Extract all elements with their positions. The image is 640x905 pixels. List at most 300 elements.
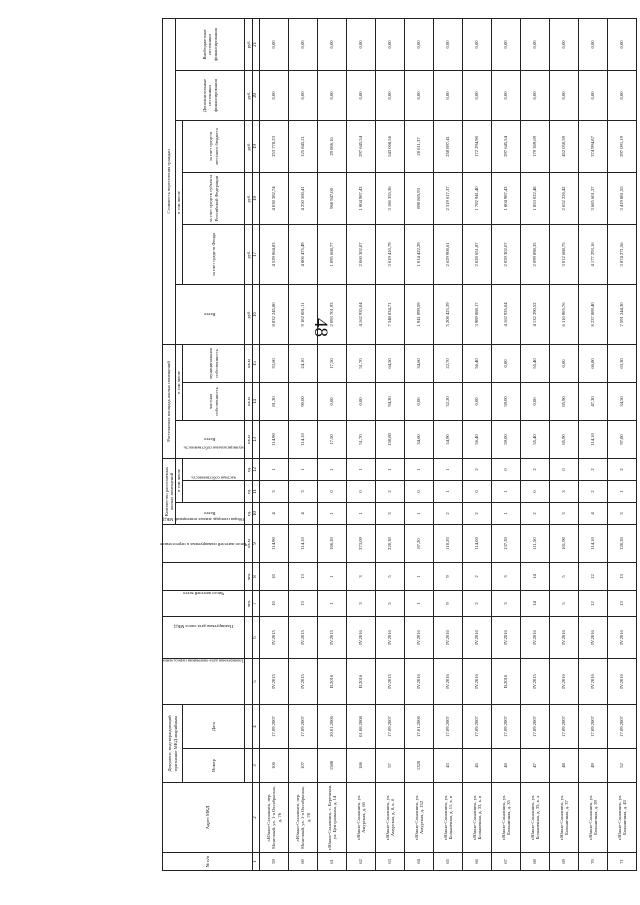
- extra-cell: 0,00: [579, 18, 608, 70]
- col-number: 6: [252, 616, 259, 658]
- doc-number-cell: 46: [492, 749, 521, 783]
- cost-total-cell: 5 208 425,39: [434, 284, 463, 344]
- additional-cell: 0,00: [347, 70, 376, 120]
- table-row: [434, 18, 463, 870]
- rooms-total-cell: 1: [347, 502, 376, 524]
- extra-cell: 0,00: [376, 18, 405, 70]
- rooms-total-cell: 4: [289, 502, 318, 524]
- demolition-cell: IV.2016: [434, 616, 463, 658]
- header-area-private: частная собственность: [183, 382, 245, 420]
- table-row: [521, 18, 550, 870]
- doc-date-cell: 01.08.2008: [347, 704, 376, 748]
- doc-date-cell: 17.09.2007: [521, 704, 550, 748]
- cost-total-cell: 1 941 899,59: [405, 284, 434, 344]
- table-row: [405, 18, 434, 870]
- planned-residents-cell: 12: [579, 562, 608, 590]
- cost-total-cell: 4 132 290,52: [521, 284, 550, 344]
- doc-date-cell: 17.09.2007: [463, 704, 492, 748]
- rooms-private-cell: 1: [492, 480, 521, 502]
- row-number: 68: [521, 853, 550, 871]
- unit-cell: [245, 658, 252, 704]
- additional-cell: 0,00: [579, 70, 608, 120]
- address-cell: г.Южно-Сахалинск, ул. Больничная, д. 39: [579, 783, 608, 853]
- unit-cell: ед.: [245, 480, 252, 502]
- address-cell: г.Южно-Сахалинск, ул. Больничная, д. 35: [492, 783, 521, 853]
- header-area-group: Расселяемая площадь жилых помещений: [163, 344, 176, 458]
- area-municipal-cell: 55,40: [521, 344, 550, 382]
- unit-cell: руб.: [245, 120, 252, 172]
- table-row: [318, 18, 347, 870]
- subject-cell: 968 947,00: [318, 172, 347, 224]
- address-cell: г.Южно-Сахалинск, ул. Амурская, д. 66: [347, 783, 376, 853]
- residents-cell: 2: [463, 590, 492, 616]
- table-row: [289, 18, 318, 870]
- rooms-municipal-cell: 1: [318, 458, 347, 480]
- planned-residents-cell: 3: [492, 562, 521, 590]
- extra-cell: 0,00: [318, 18, 347, 70]
- subject-cell: 2 319 617,37: [434, 172, 463, 224]
- cost-total-cell: 6 116 965,76: [550, 284, 579, 344]
- area-private-cell: 47,30: [579, 382, 608, 420]
- fund-cell: 2 059 302,07: [492, 224, 521, 284]
- area-municipal-cell: 0,00: [550, 344, 579, 382]
- address-cell: г.Южно-Сахалинск, пер. Монетный, ул. 1-я Октябрьская, д. 78: [289, 783, 318, 853]
- table-row: [260, 18, 289, 870]
- additional-cell: 0,00: [318, 70, 347, 120]
- doc-number-cell: 57: [376, 749, 405, 783]
- subject-cell: 1 853 022,48: [521, 172, 550, 224]
- address-cell: г.Южно-Сахалинск, ул. Больничная, д. 35, к. а: [521, 783, 550, 853]
- cost-total-cell: 8 237 889,40: [579, 284, 608, 344]
- address-cell: г.Южно-Сахалинск, пер. Монетный, ул. 1-я Октябрьская, д. 76: [260, 783, 289, 853]
- subject-cell: 2 652 226,42: [550, 172, 579, 224]
- additional-cell: 0,00: [376, 70, 405, 120]
- doc-date-cell: 17.09.2007: [289, 704, 318, 748]
- unit-cell: кв.м: [245, 524, 252, 562]
- additional-cell: 0,00: [289, 70, 318, 120]
- header-address: Адрес МКД: [163, 783, 253, 853]
- area-private-cell: 59,00: [492, 382, 521, 420]
- doc-number-cell: 43: [434, 749, 463, 783]
- col-number: 12: [252, 458, 259, 480]
- cost-total-cell: 4 162 935,04: [492, 284, 521, 344]
- row-number: 63: [376, 853, 405, 871]
- demolition-cell: IV.2015: [318, 616, 347, 658]
- subject-cell: 1 804 987,43: [347, 172, 376, 224]
- demolition-cell: IV.2016: [347, 616, 376, 658]
- area-private-cell: 81,30: [260, 382, 289, 420]
- demolition-cell: IV.2016: [550, 616, 579, 658]
- local-cell: 253 778,23: [260, 120, 289, 172]
- mkd-area-cell: 114,10: [289, 524, 318, 562]
- address-cell: г.Южно-Сахалинск, ул. Больничная, д. 33, к. в: [463, 783, 492, 853]
- residents-cell: 5: [376, 590, 405, 616]
- area-total-cell: 55,40: [521, 420, 550, 458]
- fund-cell: 4 539 864,83: [260, 224, 289, 284]
- col-number: 13: [252, 420, 259, 458]
- header-planned-end: Планируемая дата окончания переселения: [163, 658, 245, 704]
- mkd-area-cell: 111,50: [521, 524, 550, 562]
- unit-cell: руб.: [245, 70, 252, 120]
- col-number: 17: [252, 224, 259, 284]
- rooms-private-cell: 0: [318, 480, 347, 502]
- rooms-total-cell: 3: [376, 502, 405, 524]
- mkd-area-cell: 101,90: [550, 524, 579, 562]
- col-number: 19: [252, 120, 259, 172]
- area-municipal-cell: 22,70: [434, 344, 463, 382]
- fund-cell: 3 874 271,56: [608, 224, 637, 284]
- demolition-cell: IV.2016: [376, 616, 405, 658]
- subject-cell: 1 804 987,43: [492, 172, 521, 224]
- area-private-cell: 0,00: [318, 382, 347, 420]
- table-row: [579, 18, 608, 870]
- fund-cell: 2 629 908,61: [434, 224, 463, 284]
- rooms-municipal-cell: 0: [550, 458, 579, 480]
- table-row: [492, 18, 521, 870]
- planned-end-cell: IV.2016: [608, 658, 637, 704]
- resettlement-table: [159, 18, 637, 871]
- table-row: [347, 18, 376, 870]
- unit-cell: руб.: [245, 224, 252, 284]
- fund-cell: 1 014 422,29: [405, 224, 434, 284]
- planned-end-cell: IV.2016: [434, 658, 463, 704]
- col-number: 9: [252, 524, 259, 562]
- rooms-private-cell: 0: [463, 480, 492, 502]
- address-cell: г.Южно-Сахалинск, ул. Амурская, д. 132: [405, 783, 434, 853]
- planned-end-cell: IV.2015: [260, 658, 289, 704]
- doc-number-cell: 48: [550, 749, 579, 783]
- rooms-municipal-cell: 1: [260, 458, 289, 480]
- local-cell: 374 994,87: [579, 120, 608, 172]
- residents-cell: 12: [579, 590, 608, 616]
- header-area-including: в том числе: [175, 344, 182, 420]
- rooms-municipal-cell: 2: [608, 458, 637, 480]
- planned-residents-cell: 14: [521, 562, 550, 590]
- cost-total-cell: 2 093 701,93: [318, 284, 347, 344]
- area-private-cell: 0,00: [347, 382, 376, 420]
- area-private-cell: 94,30: [376, 382, 405, 420]
- rooms-municipal-cell: 1: [347, 458, 376, 480]
- cost-total-cell: 9 182 881,11: [289, 284, 318, 344]
- rooms-total-cell: 3: [608, 502, 637, 524]
- unit-cell: ед.: [245, 502, 252, 524]
- unit-cell: чел.: [245, 590, 252, 616]
- extra-cell: 0,00: [463, 18, 492, 70]
- header-rooms-private: частная собственность: [183, 480, 245, 502]
- planned-end-cell: IV.2015: [521, 658, 550, 704]
- subject-cell: 3 419 881,55: [608, 172, 637, 224]
- unit-cell: [245, 704, 252, 748]
- fund-cell: 2 099 898,35: [521, 224, 550, 284]
- local-cell: 297 091,19: [608, 120, 637, 172]
- doc-date-cell: 17.09.2007: [608, 704, 637, 748]
- residents-cell: 5: [550, 590, 579, 616]
- area-private-cell: 0,00: [405, 382, 434, 420]
- cost-total-cell: 8 832 245,80: [260, 284, 289, 344]
- rooms-municipal-cell: 2: [521, 458, 550, 480]
- fund-cell: 2 060 302,07: [347, 224, 376, 284]
- demolition-cell: IV.2016: [608, 616, 637, 658]
- fund-cell: 3 619 410,79: [376, 224, 405, 284]
- row-number: 65: [434, 853, 463, 871]
- col-number: 14: [252, 382, 259, 420]
- planned-residents-cell: 10: [260, 562, 289, 590]
- rooms-total-cell: 2: [463, 502, 492, 524]
- header-doc-date: Дата: [183, 704, 245, 748]
- residents-cell: 14: [521, 590, 550, 616]
- area-municipal-cell: 17,50: [318, 344, 347, 382]
- doc-number-cell: 45: [463, 749, 492, 783]
- row-number: 66: [463, 853, 492, 871]
- area-total-cell: 34,60: [405, 420, 434, 458]
- local-cell: 543 068,56: [376, 120, 405, 172]
- subject-cell: 1 782 941,40: [463, 172, 492, 224]
- header-additional: Дополнительные источники финансирования: [175, 70, 244, 120]
- additional-cell: 0,00: [405, 70, 434, 120]
- unit-cell: руб.: [245, 172, 252, 224]
- area-municipal-cell: 66,80: [579, 344, 608, 382]
- header-residents-planned: Число жителей планируемых к переселению: [163, 562, 245, 590]
- planned-end-cell: IV.2016: [550, 658, 579, 704]
- extra-cell: 0,00: [289, 18, 318, 70]
- mkd-area-cell: 110,20: [434, 524, 463, 562]
- doc-date-cell: 17.09.2007: [260, 704, 289, 748]
- header-extra: Внебюджетные источники финансирования: [175, 18, 244, 70]
- fund-cell: 3 012 688,75: [550, 224, 579, 284]
- row-number: 61: [318, 853, 347, 871]
- header-area-municipal: муниципальная собственность: [183, 344, 245, 382]
- fund-cell: 2 028 651,87: [463, 224, 492, 284]
- local-cell: 172 294,90: [463, 120, 492, 172]
- header-area-total: Всего: [175, 420, 244, 458]
- rooms-total-cell: 1: [318, 502, 347, 524]
- planned-end-cell: II.2016: [318, 658, 347, 704]
- mkd-area-cell: 114,90: [260, 524, 289, 562]
- rooms-private-cell: 3: [550, 480, 579, 502]
- planned-residents-cell: 3: [347, 562, 376, 590]
- mkd-area-cell: 106,20: [318, 524, 347, 562]
- planned-end-cell: IV.2015: [376, 658, 405, 704]
- row-number: 70: [579, 853, 608, 871]
- rooms-municipal-cell: 1: [405, 458, 434, 480]
- local-cell: 452 050,59: [550, 120, 579, 172]
- extra-cell: 0,00: [347, 18, 376, 70]
- unit-cell: кв.м: [245, 344, 252, 382]
- additional-cell: 0,00: [492, 70, 521, 120]
- header-fund: за счет средств Фонда: [183, 224, 245, 284]
- local-cell: 258 897,41: [434, 120, 463, 172]
- area-municipal-cell: 34,60: [405, 344, 434, 382]
- mkd-area-cell: 87,20: [405, 524, 434, 562]
- doc-number-cell: 186: [347, 749, 376, 783]
- mkd-area-cell: 114,00: [463, 524, 492, 562]
- col-number: 21: [252, 18, 259, 70]
- area-total-cell: 51,70: [347, 420, 376, 458]
- doc-number-cell: 106: [260, 749, 289, 783]
- demolition-cell: IV.2016: [492, 616, 521, 658]
- planned-end-cell: IV.2016: [405, 658, 434, 704]
- area-total-cell: 158,80: [376, 420, 405, 458]
- header-rooms-including: в том числе: [175, 458, 182, 502]
- unit-cell: [245, 749, 252, 783]
- rooms-total-cell: 3: [550, 502, 579, 524]
- additional-cell: 0,00: [434, 70, 463, 120]
- rooms-total-cell: 1: [492, 502, 521, 524]
- rooms-total-cell: 2: [434, 502, 463, 524]
- address-cell: г.Южно-Сахалинск, ул. Больничная, д. 11, к. в: [434, 783, 463, 853]
- fund-cell: 4 177 293,16: [579, 224, 608, 284]
- header-cost-including: в том числе: [175, 120, 182, 284]
- area-municipal-cell: 64,50: [376, 344, 405, 382]
- rooms-total-cell: 1: [405, 502, 434, 524]
- mkd-area-cell: 137,20: [492, 524, 521, 562]
- column-number-row: [252, 18, 259, 870]
- header-rooms-municipal: муниципальная собственность: [183, 458, 245, 480]
- rooms-total-cell: 4: [260, 502, 289, 524]
- row-number: 64: [405, 853, 434, 871]
- header-local: за счет средств местного бюджета: [183, 120, 245, 172]
- rooms-total-cell: 4: [579, 502, 608, 524]
- planned-end-cell: IV.2016: [579, 658, 608, 704]
- area-municipal-cell: 56,40: [463, 344, 492, 382]
- unit-cell: ед.: [245, 458, 252, 480]
- cost-total-cell: 7 591 244,30: [608, 284, 637, 344]
- col-number: 18: [252, 172, 259, 224]
- header-cost-total: Всего: [175, 284, 244, 344]
- area-private-cell: 34,50: [608, 382, 637, 420]
- col-number: 15: [252, 344, 259, 382]
- residents-cell: 13: [289, 590, 318, 616]
- col-number: 8: [252, 562, 259, 590]
- doc-date-cell: 17.09.2007: [579, 704, 608, 748]
- planned-end-cell: II.2016: [347, 658, 376, 704]
- residents-cell: 13: [608, 590, 637, 616]
- unit-cell: руб.: [245, 18, 252, 70]
- extra-cell: 0,00: [492, 18, 521, 70]
- address-cell: г.Южно-Сахалинск, с. Березняки, ул. Центральная, д. 14: [318, 783, 347, 853]
- local-cell: 28 611,37: [405, 120, 434, 172]
- planned-residents-cell: 13: [289, 562, 318, 590]
- planned-residents-cell: 13: [608, 562, 637, 590]
- header-units-row: [245, 18, 252, 870]
- demolition-cell: IV.2016: [521, 616, 550, 658]
- col-number: 7: [252, 590, 259, 616]
- subject-cell: 3 685 601,37: [579, 172, 608, 224]
- header-subject: за счет средств субъекта Российской Федерации: [183, 172, 245, 224]
- subject-cell: 3 186 355,36: [376, 172, 405, 224]
- additional-cell: 0,00: [550, 70, 579, 120]
- area-total-cell: 114,10: [579, 420, 608, 458]
- area-total-cell: 114,90: [260, 420, 289, 458]
- area-total-cell: 54,90: [434, 420, 463, 458]
- header-cost-group: Стоимость переселения граждан: [163, 18, 176, 344]
- rooms-municipal-cell: 1: [376, 458, 405, 480]
- rooms-private-cell: 3: [260, 480, 289, 502]
- residents-cell: 1: [405, 590, 434, 616]
- fund-cell: 1 095 668,77: [318, 224, 347, 284]
- header-document: Документ, подтверждающий признание МКД аварийным: [163, 704, 183, 782]
- area-municipal-cell: 51,70: [347, 344, 376, 382]
- residents-cell: 1: [318, 590, 347, 616]
- page-number: 48: [310, 318, 331, 337]
- cost-total-cell: 3 989 888,17: [463, 284, 492, 344]
- rooms-private-cell: 3: [289, 480, 318, 502]
- rooms-private-cell: 0: [521, 480, 550, 502]
- demolition-cell: IV.2015: [289, 616, 318, 658]
- planned-residents-cell: 5: [376, 562, 405, 590]
- rooms-municipal-cell: 0: [492, 458, 521, 480]
- residents-cell: 9: [434, 590, 463, 616]
- table-row: [608, 18, 637, 870]
- table-row: [550, 18, 579, 870]
- extra-cell: 0,00: [550, 18, 579, 70]
- area-private-cell: 32,20: [434, 382, 463, 420]
- row-number: 62: [347, 853, 376, 871]
- table-row: [376, 18, 405, 870]
- planned-end-cell: IV.2016: [463, 658, 492, 704]
- additional-cell: 0,00: [260, 70, 289, 120]
- planned-residents-cell: 9: [434, 562, 463, 590]
- extra-cell: 0,00: [608, 18, 637, 70]
- residents-cell: 3: [347, 590, 376, 616]
- planned-end-cell: IV.2015: [289, 658, 318, 704]
- planned-residents-cell: 1: [405, 562, 434, 590]
- col-number: 16: [252, 284, 259, 344]
- header-num: № п/п: [163, 853, 253, 871]
- cost-total-cell: 4 162 935,04: [347, 284, 376, 344]
- rooms-private-cell: 0: [347, 480, 376, 502]
- row-number: 69: [550, 853, 579, 871]
- rooms-private-cell: 0: [405, 480, 434, 502]
- col-number: 3: [252, 749, 259, 783]
- doc-date-cell: 17.01.2006: [405, 704, 434, 748]
- mkd-area-cell: 220,30: [376, 524, 405, 562]
- extra-cell: 0,00: [434, 18, 463, 70]
- local-cell: 297 645,54: [347, 120, 376, 172]
- planned-end-cell: II.2016: [492, 658, 521, 704]
- unit-cell: руб.: [245, 284, 252, 344]
- header-planned-demolition: Планируемая дата сноса МКД: [163, 616, 245, 658]
- col-number: 11: [252, 480, 259, 502]
- rooms-total-cell: 2: [521, 502, 550, 524]
- area-total-cell: 85,90: [550, 420, 579, 458]
- header-mkd-area: Общая площадь жилых помещений МКД: [163, 524, 245, 562]
- col-number: 10: [252, 502, 259, 524]
- header-residents: Число жителей всего: [163, 590, 245, 616]
- local-cell: 125 845,21: [289, 120, 318, 172]
- cost-total-cell: 7 348 834,71: [376, 284, 405, 344]
- area-total-cell: 97,80: [608, 420, 637, 458]
- subject-cell: 898 865,93: [405, 172, 434, 224]
- table-row: [463, 18, 492, 870]
- unit-cell: кв.м: [245, 420, 252, 458]
- subject-cell: 4 250 560,41: [289, 172, 318, 224]
- header-row-1: [163, 18, 176, 870]
- area-total-cell: 17,50: [318, 420, 347, 458]
- area-total-cell: 114,10: [289, 420, 318, 458]
- additional-cell: 0,00: [608, 70, 637, 120]
- address-cell: г.Южно-Сахалинск, ул. Амурская, д. 8, к. б: [376, 783, 405, 853]
- area-municipal-cell: 63,30: [608, 344, 637, 382]
- header-doc-number: Номер: [183, 749, 245, 783]
- mkd-area-cell: 114,10: [579, 524, 608, 562]
- rooms-private-cell: 2: [376, 480, 405, 502]
- unit-cell: чел.: [245, 562, 252, 590]
- local-cell: 297 645,54: [492, 120, 521, 172]
- demolition-cell: IV.2015: [260, 616, 289, 658]
- additional-cell: 0,00: [521, 70, 550, 120]
- subject-cell: 4 038 382,74: [260, 172, 289, 224]
